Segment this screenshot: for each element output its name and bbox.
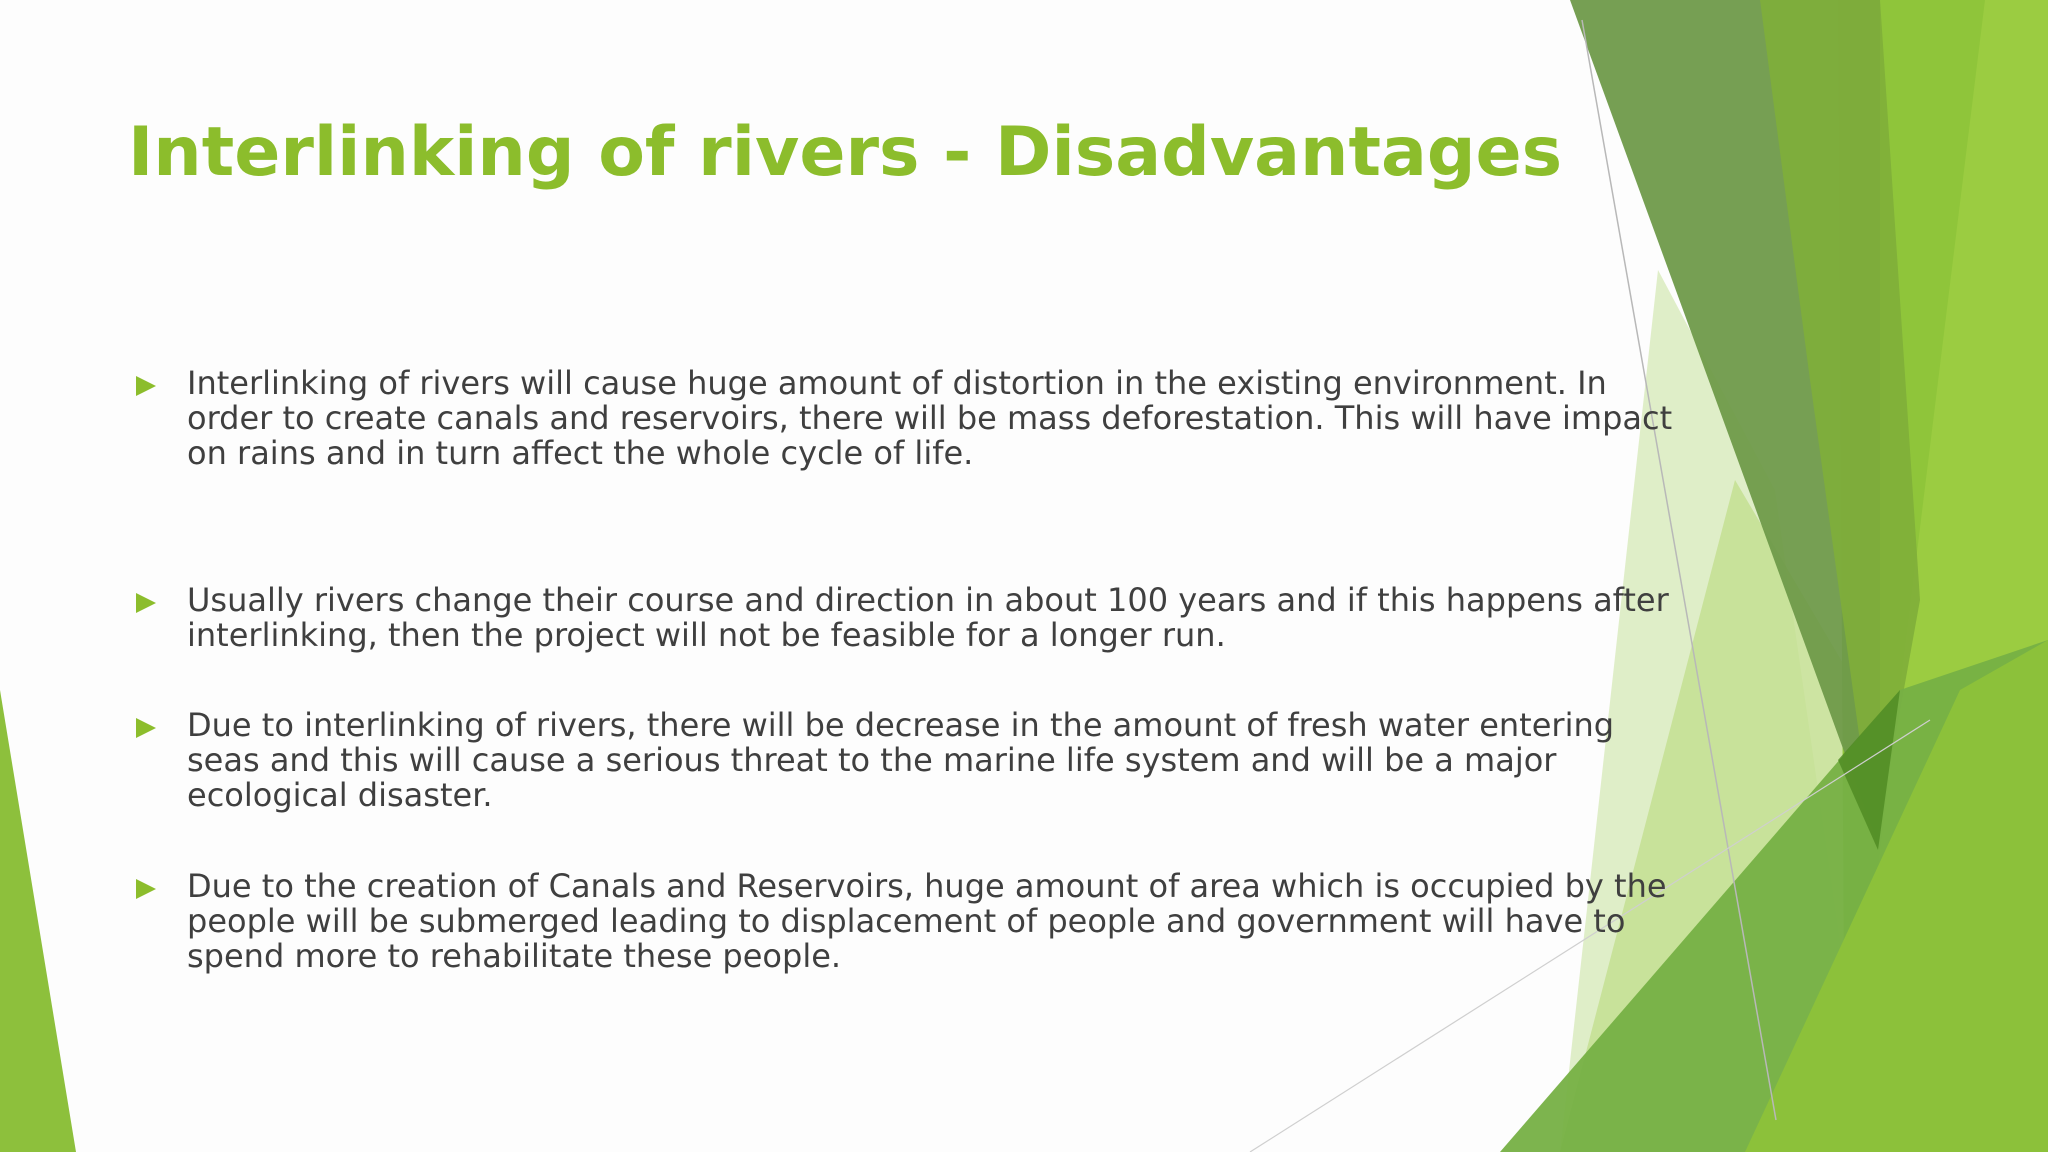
triangle-right-icon bbox=[134, 374, 158, 398]
bullet-text: Due to the creation of Canals and Reservoirs, huge amount of area which is occupied by the people will be submerged leading to displacement of people and government will have to spend more to rehabilitate these people. bbox=[187, 867, 1667, 975]
bullet-text: Interlinking of rivers will cause huge amount of distortion in the existing environment. In order to create canals and reservoirs, there will be mass deforestation. This will have impact on rains and in turn affect the whole cycle of life. bbox=[187, 364, 1673, 472]
triangle-right-icon bbox=[134, 877, 158, 901]
slide-title: Interlinking of rivers - Disadvantages bbox=[128, 113, 1563, 192]
bullet-text: Usually rivers change their course and direction in about 100 years and if this happens after interlinking, then the project will not be feasible for a longer run. bbox=[187, 581, 1669, 654]
bullet-text: Due to interlinking of rivers, there will be decrease in the amount of fresh water entering seas and this will cause a serious threat to the marine life system and will be a major ecological disaster. bbox=[187, 706, 1615, 814]
triangle-right-icon bbox=[134, 591, 158, 615]
triangle-right-icon bbox=[134, 716, 158, 740]
